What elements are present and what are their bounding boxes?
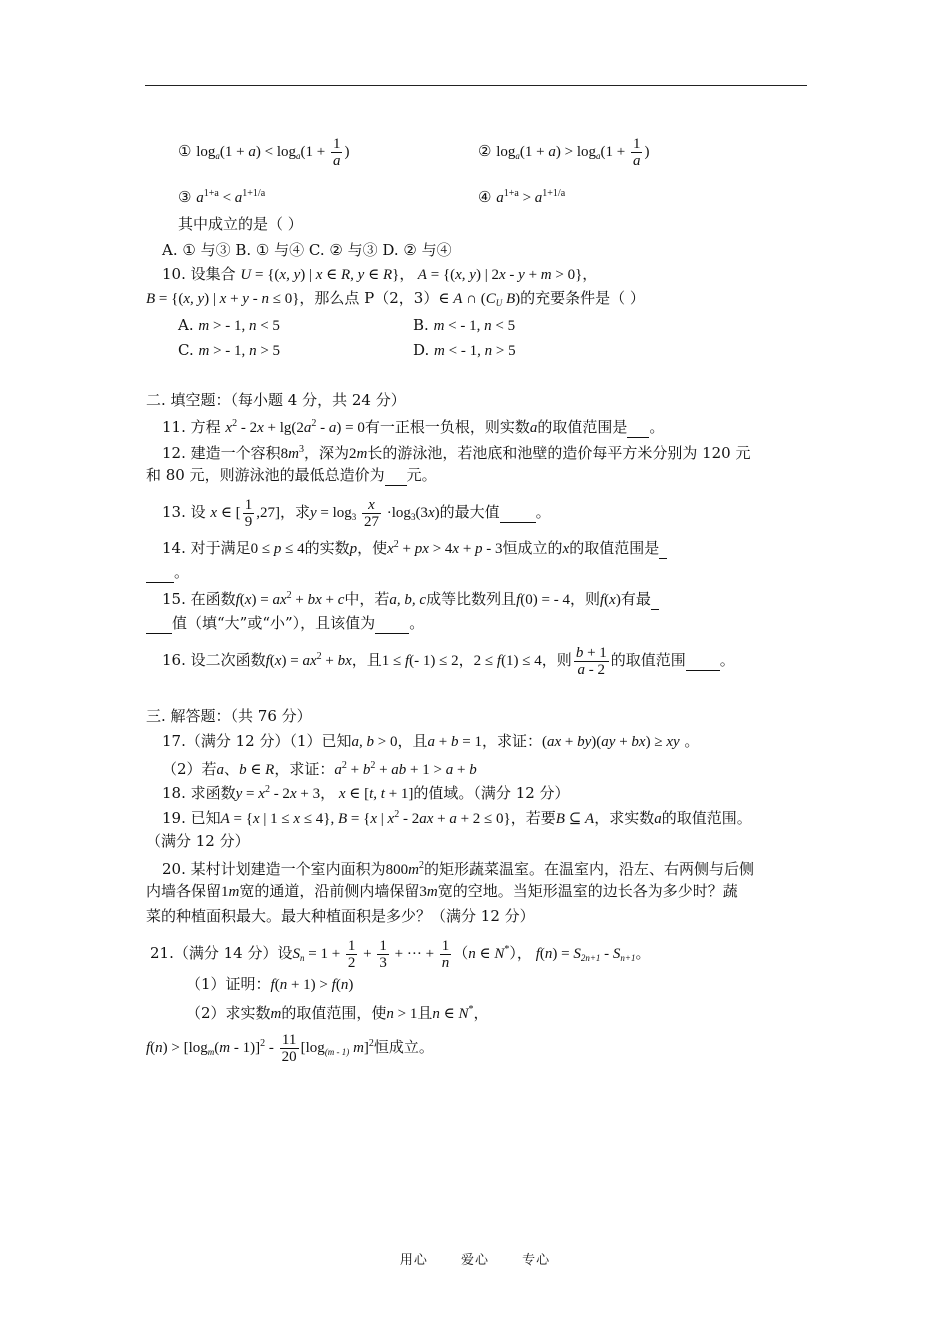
formula: $y = \log_3$ $\frac{x}{27}$ $\cdot\log_3(3x)$: [309, 497, 440, 530]
q20-line3: 菜的种植面积最大。最大种植面积是多少？（满分 12 分）: [146, 907, 535, 925]
option-1: ① $\log_a(1 + a) < \log_a(1$ + $\frac{1}{a}$ ): [178, 136, 350, 169]
answer-blank[interactable]: [651, 589, 659, 610]
answer-blank[interactable]: [500, 502, 536, 523]
q21-line1: 21.（满分 14 分）设$S_n = 1$ + $\frac{1}{2}$ + $\frac{1}{3}$ + ··· + $\frac{1}{n}$ （n ∈ N*）， $f(n) = S_{2n+1} - S_{n+1}$。: [150, 938, 651, 971]
formula: x ∈ [ $\frac{1}{9}$ ,27]: [210, 497, 280, 530]
q9-choices: A. ① 与③ B. ① 与④ C. ② 与③ D. ② 与④: [162, 241, 452, 259]
formula: $a^{1+a} > a^{1+1/a}$: [496, 188, 566, 206]
answer-blank[interactable]: [627, 417, 649, 438]
formula: f(n + 1) > f(n): [270, 977, 354, 993]
q20-line2: 内墙各保留1m宽的通道，沿前侧内墙保留3m宽的空地。当矩形温室的边长各为多少时？蔬: [146, 882, 738, 900]
formula: m > - 1, n > 5: [198, 343, 281, 359]
formula: 2m: [348, 446, 368, 462]
formula: $8m^3$: [280, 444, 304, 462]
formula: $f(x) = ax^2$ + bx + c: [235, 590, 345, 608]
formula: p: [349, 541, 358, 557]
formula: n ∈ N*: [432, 1004, 474, 1022]
formula: B ⊆ A: [555, 811, 595, 827]
formula: $f(x) = ax^2$ + bx: [265, 650, 352, 669]
formula: f(x): [599, 592, 621, 608]
page-footer: [0, 1249, 950, 1268]
formula: f(0) = - 4: [516, 592, 570, 608]
section-2-heading: 二. 填空题：（每小题 4 分，共 24 分）: [146, 391, 406, 409]
answer-blank[interactable]: [375, 613, 409, 634]
formula: $\log_a(1 + a) < \log_a(1$ + $\frac{1}{a}$ ): [196, 136, 350, 169]
formula: $800m^2$: [385, 860, 424, 878]
formula: a: [654, 811, 662, 827]
option-2: ② $\log_a(1 + a) > \log_a(1$ + $\frac{1}{a}$ ): [478, 136, 650, 169]
q21-part1: （1）证明：f(n + 1) > f(n): [186, 975, 354, 993]
q15-line1: 15. 在函数$f(x) = ax^2$ + bx + c中，若a, b, c成等比数列且f(0) = - 4，则f(x)有最: [162, 586, 659, 610]
formula: a: [529, 420, 538, 436]
formula: 2 ≤ f(1) ≤ 4: [473, 652, 542, 669]
formula: (ax + by)(ay + bx) ≥ xy: [541, 734, 680, 750]
formula: B = {(x, y) | x + y - n ≤ 0}: [146, 291, 300, 307]
q12-line2: 和 80 元，则游泳池的最低总造价为 元。: [146, 466, 437, 484]
formula: $S_n = 1$ + $\frac{1}{2}$ + $\frac{1}{3}$ + ··· + $\frac{1}{n}$ （n ∈ N*）， $f(n) = S_{2n+1} - S_{n+1}$: [292, 938, 636, 971]
q10-line1: 10. 设集合 U = {(x, y) | x ∈ R, y ∈ R}， A = {(x, y) | 2x - y + m > 0}，: [162, 265, 598, 283]
section-3-heading: 三. 解答题：（共 76 分）: [146, 707, 312, 725]
formula: n > 1: [386, 1006, 418, 1022]
q9-prompt: 其中成立的是（ ）: [178, 215, 303, 233]
answer-blank[interactable]: [146, 562, 174, 583]
formula: m: [270, 1006, 282, 1022]
q13: 13. 设 x ∈ [ $\frac{1}{9}$ ,27]，求$y = \log_3$ $\frac{x}{27}$ $\cdot\log_3(3x)$的最大值 。: [162, 497, 551, 530]
formula: $\frac{b + 1}{a - 2}$: [575, 645, 607, 678]
formula: ∈ A ∩ ($C_U$ B): [438, 291, 521, 308]
formula: 3m: [419, 884, 438, 900]
q20-line1: 20. 某村计划建造一个室内面积为$800m^2$的矩形蔬菜温室。在温室内，沿左、右两侧与后侧: [162, 860, 754, 878]
formula: $a^2 + b^2$ + ab + 1 > a + b: [334, 760, 477, 778]
answer-blank[interactable]: [146, 613, 172, 634]
formula: a, b > 0: [351, 734, 398, 750]
q15-line2: 值（填“大”或“小”），且该值为 。: [146, 613, 424, 634]
answer-blank[interactable]: [385, 465, 407, 486]
q19-line1: 19. 已知A = {x | 1 ≤ x ≤ 4}, B = {x | $x^2 - 2ax + a + 2 \le 0$}，若要B ⊆ A，求实数a的取值范围。: [162, 809, 752, 827]
q17-line1: 17.（满分 12 分）（1）已知a, b > 0，且a + b = 1，求证：(ax + by)(ay + bx) ≥ xy 。: [162, 732, 700, 750]
footer-text: 爱心: [460, 1253, 489, 1268]
q11: 11. 方程 $x^2 - 2x + \lg(2a^2 - a) = 0$有一正根一负根，则实数a的取值范围是 。: [162, 418, 665, 436]
option-4: ④ $a^{1+a} > a^{1+1/a}$: [478, 188, 566, 206]
formula: a + b = 1: [427, 734, 482, 750]
formula: a: [216, 762, 225, 778]
formula: $f(n) > [\log_m(m - 1)]^2$ - $\frac{11}{20}$ [$\log_{(m - 1)}$ m]$^2$: [146, 1032, 374, 1065]
q21-part2: （2）求实数m的取值范围，使n > 1且n ∈ N*，: [186, 1004, 489, 1022]
q10-choice-a: A. m > - 1, n < 5: [178, 316, 280, 334]
q12-line1: 12. 建造一个容积$8m^3$，深为2m长的游泳池，若池底和池壁的造价每平方米分别为 120 元: [162, 444, 751, 462]
formula: $x^2$ + px > 4x + p - 3: [387, 539, 503, 557]
q16: 16. 设二次函数$f(x) = ax^2$ + bx，且1 ≤ f(- 1) ≤ 2，2 ≤ f(1) ≤ 4，则 $\frac{b + 1}{a - 2}$ 的取值范围 。: [162, 645, 735, 678]
formula: 1m: [221, 884, 240, 900]
formula: a, b, c: [389, 592, 427, 608]
formula: $\log_a(1 + a) > \log_a(1$ + $\frac{1}{a}$ ): [496, 136, 650, 169]
q14-line1: 14. 对于满足0 ≤ p ≤ 4的实数p，使$x^2$ + px > 4x + p - 3恒成立的x的取值范围是: [162, 535, 667, 559]
option-3: ③ $a^{1+a} < a^{1+1/a}$: [178, 188, 266, 206]
q14-line2: 。: [146, 562, 189, 583]
formula: $x^2 - 2x + \lg(2a^2 - a) = 0$: [225, 418, 365, 436]
q19-line2: （满分 12 分）: [146, 832, 250, 850]
formula: m > - 1, n < 5: [198, 318, 280, 334]
q21-inequality: $f(n) > [\log_m(m - 1)]^2$ - $\frac{11}{20}$ [$\log_{(m - 1)}$ m]$^2$恒成立。: [146, 1032, 434, 1065]
q10-choice-d: D. m < - 1, n > 5: [413, 341, 516, 359]
answer-blank[interactable]: [686, 650, 720, 671]
q10-choice-b: B. m < - 1, n < 5: [413, 316, 516, 334]
formula: m < - 1, n > 5: [434, 343, 516, 359]
footer-text: 用心: [399, 1253, 428, 1268]
formula: A = {x | 1 ≤ x ≤ 4}, B = {x | $x^2 - 2ax + a + 2 \le 0$}: [220, 809, 511, 827]
q17-line2: （2）若a、b ∈ R，求证：$a^2 + b^2$ + ab + 1 > a + b: [162, 760, 477, 778]
answer-blank[interactable]: [659, 538, 667, 559]
formula: 0 ≤ p ≤ 4: [250, 541, 305, 557]
formula: $y = x^2 - 2x + 3$， x ∈ [t, t + 1]: [235, 784, 414, 802]
q10-choice-c: C. m > - 1, n > 5: [178, 341, 281, 359]
q10-line2: B = {(x, y) | x + y - n ≤ 0}，那么点 P（2，3）∈ A ∩ ($C_U$ B)的充要条件是（ ）: [146, 289, 645, 308]
header-rule: [145, 85, 807, 86]
formula: x: [562, 541, 570, 557]
formula: U = {(x, y) | x ∈ R, y ∈ R}， A = {(x, y) | 2x - y + m > 0}，: [240, 267, 598, 283]
q18: 18. 求函数$y = x^2 - 2x + 3$， x ∈ [t, t + 1]的值域。（满分 12 分）: [162, 784, 570, 802]
formula: $a^{1+a} < a^{1+1/a}$: [196, 188, 266, 206]
formula: 1 ≤ f(- 1) ≤ 2: [381, 652, 459, 669]
footer-text: 专心: [522, 1253, 551, 1268]
formula: b ∈ R: [239, 762, 275, 778]
formula: m < - 1, n < 5: [433, 318, 516, 334]
